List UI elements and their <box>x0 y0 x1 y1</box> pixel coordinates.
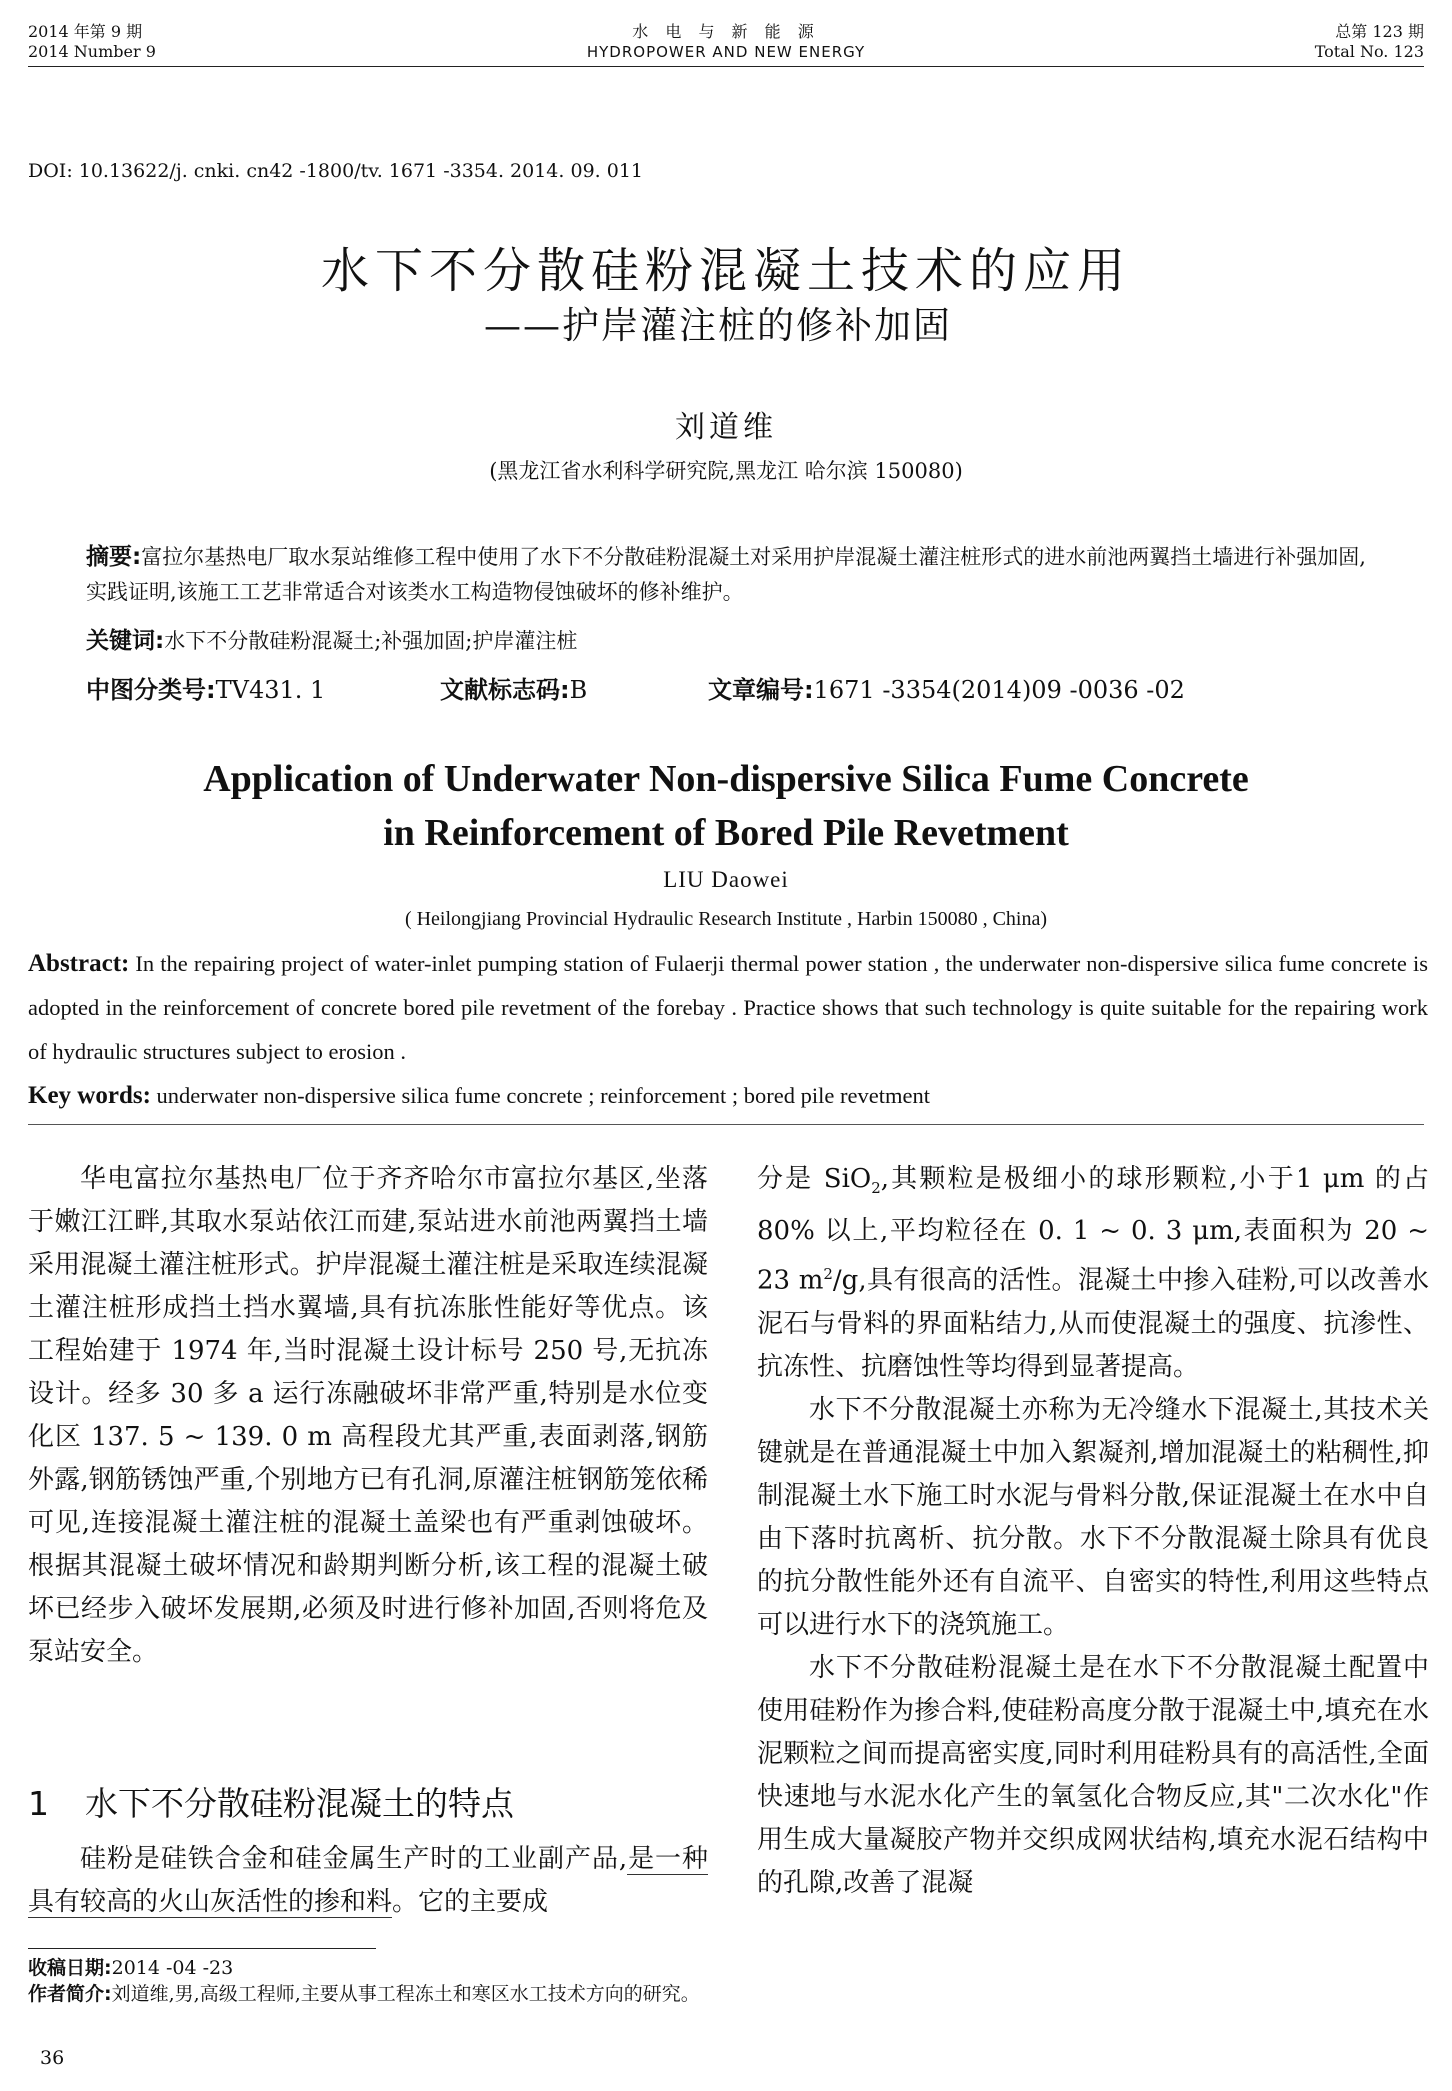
author-en: LIU Daowei <box>663 867 789 892</box>
footnote-rule <box>28 1948 376 1949</box>
body-paragraph: 水下不分散硅粉混凝土是在水下不分散混凝土配置中使用硅粉作为掺合料,使硅粉高度分散于混凝土中,填充在水泥颗粒之间而提高密实度,同时利用硅粉具有的高活性,全面快速地与水泥水化产生的氧氢化合物反应,其"二次水化"作用生成大量凝胶产物并交织成网状结构,填充水泥石结构中的孔隙,改善了混凝 <box>757 1652 1429 1898</box>
body-left-column-2 <box>28 1838 708 1924</box>
body-text: /g,具有很高的活性。混凝土中掺入硅粉,可以改善水泥石与骨料的界面粘结力,从而使混凝土的强度、抗渗性、抗冻性、抗磨蚀性等均得到显著提高。 <box>757 1265 1429 1382</box>
abstract-separator <box>28 1124 1424 1125</box>
doc-code-value: B <box>569 676 588 704</box>
body-right-column <box>757 1158 1429 1905</box>
clc-number <box>86 670 325 705</box>
superscript: 2 <box>823 1265 833 1284</box>
section-number: 1 <box>28 1784 49 1823</box>
body-text: 。它的主要成 <box>392 1887 549 1917</box>
header-journal-cn: 水 电 与 新 能 源 <box>632 22 820 41</box>
abstract-en-label: Abstract: <box>28 950 130 977</box>
keywords-en-label: Key words: <box>28 1082 151 1109</box>
keywords-en <box>28 1074 1428 1118</box>
header-issue-cn: 2014 年第 9 期 <box>28 22 143 41</box>
clc-value: TV431. 1 <box>215 676 326 704</box>
affiliation-en: ( Heilongjiang Provincial Hydraulic Research Institute , Harbin 150080 , China) <box>404 908 1048 930</box>
article-number-value: 1671 -3354(2014)09 -0036 -02 <box>813 676 1185 704</box>
title-cn: 水下不分散硅粉混凝土技术的应用 <box>320 243 1131 299</box>
bio-text: 刘道维,男,高级工程师,主要从事工程冻土和寒区水工技术方向的研究。 <box>111 1983 700 2005</box>
doi: DOI: 10.13622/j. cnki. cn42 -1800/tv. 1671 -3354. 2014. 09. 011 <box>28 160 643 182</box>
body-text: 硅粉是硅铁合金和硅金属生产时的工业副产品, <box>80 1844 628 1874</box>
keywords-cn <box>86 624 1386 659</box>
footnote-author-bio <box>28 1982 700 2006</box>
subtitle-cn: ——护岸灌注桩的修补加固 <box>484 304 952 347</box>
document-code <box>440 670 587 705</box>
received-label: 收稿日期: <box>28 1957 112 1979</box>
header-total-cn: 总第 123 期 <box>1335 22 1424 41</box>
keywords-cn-text: 水下不分散硅粉混凝土;补强加固;护岸灌注桩 <box>164 629 578 653</box>
body-paragraph: 水下不分散混凝土亦称为无冷缝水下混凝土,其技术关键就是在普通混凝土中加入絮凝剂,增加混凝土的粘稠性,抑制混凝土水下施工时水泥与骨料分散,保证混凝土在水中自由下落时抗离析、抗分散。水下不分散混凝土除具有优良的抗分散性能外还有自流平、自密实的特性,利用这些特点可以进行水下的浇筑施工。 <box>757 1394 1429 1640</box>
body-paragraph <box>28 1838 708 1924</box>
header-issue-en: 2014 Number 9 <box>28 42 156 61</box>
body-paragraph <box>757 1158 1429 1389</box>
section-heading-1 <box>28 1778 514 1825</box>
article-number-label: 文章编号: <box>708 676 814 704</box>
body-text: 分是 SiO <box>757 1164 872 1194</box>
title-en-line1: Application of Underwater Non-dispersive Silica Fume Concrete <box>203 758 1249 800</box>
article-number <box>708 670 1185 705</box>
title-en-line2: in Reinforcement of Bored Pile Revetment <box>383 812 1069 854</box>
abstract-en-text: In the repairing project of water-inlet pumping station of Fulaerji thermal power station , the underwater non-dispersive silica fume concrete is adopted in the reinforcement of concrete bored pile revetment of the forebay . Practice shows that such technology is quite suitable for the repairing work of hydraulic structures subject to erosion . <box>28 951 1428 1064</box>
body-left-column <box>28 1158 708 1674</box>
footnote-received <box>28 1956 233 1980</box>
doc-code-label: 文献标志码: <box>440 676 570 704</box>
page-number: 36 <box>40 2047 65 2069</box>
keywords-cn-label: 关键词: <box>86 628 165 654</box>
body-text: ,其颗粒是极细小的球形颗粒,小于1 μm 的占 80% 以上,平均粒径在 0. 1 ~ 0. 3 μm,表面积为 20 ~ 23 m <box>757 1164 1429 1296</box>
abstract-en <box>28 942 1428 1074</box>
abstract-cn-label: 摘要: <box>86 544 142 570</box>
abstract-cn-text: 富拉尔基热电厂取水泵站维修工程中使用了水下不分散硅粉混凝土对采用护岸混凝土灌注桩形式的进水前池两翼挡土墙进行补强加固,实践证明,该施工工艺非常适合对该类水工构造物侵蚀破坏的修补维护。 <box>86 545 1366 604</box>
header-total-en: Total No. 123 <box>1314 42 1424 61</box>
subscript: 2 <box>871 1179 881 1198</box>
section-title: 水下不分散硅粉混凝土的特点 <box>85 1784 514 1823</box>
received-date: 2014 -04 -23 <box>111 1957 234 1979</box>
header-rule <box>28 66 1424 67</box>
affiliation-cn: (黑龙江省水利科学研究院,黑龙江 哈尔滨 150080) <box>489 459 963 483</box>
body-text-underlined: 是一种具有较高的火山灰活性的掺和料 <box>28 1844 708 1917</box>
header-journal-en: HYDROPOWER AND NEW ENERGY <box>586 43 866 61</box>
bio-label: 作者简介: <box>28 1983 112 2005</box>
abstract-cn <box>86 540 1386 610</box>
author-cn: 刘道维 <box>675 410 777 445</box>
body-paragraph: 华电富拉尔基热电厂位于齐齐哈尔市富拉尔基区,坐落于嫩江江畔,其取水泵站依江而建,泵站进水前池两翼挡土墙采用混凝土灌注桩形式。护岸混凝土灌注桩是采取连续混凝土灌注桩形成挡土挡水翼墙,具有抗冻胀性能好等优点。该工程始建于 1974 年,当时混凝土设计标号 250 号,无抗冻设计。经多 30 多 a 运行冻融破坏非常严重,特别是水位变化区 137. 5 ~ 139. 0 m 高程段尤其严重,表面剥落,钢筋外露,钢筋锈蚀严重,个别地方已有孔洞,原灌注桩钢筋笼依稀可见,连接混凝土灌注桩的混凝土盖梁也有严重剥蚀破坏。根据其混凝土破坏情况和龄期判断分析,该工程的混凝土破坏已经步入破坏发展期,必须及时进行修补加固,否则将危及泵站安全。 <box>28 1164 708 1667</box>
keywords-en-text: underwater non-dispersive silica fume concrete ; reinforcement ; bored pile revetment <box>150 1083 930 1108</box>
clc-label: 中图分类号: <box>86 676 216 704</box>
